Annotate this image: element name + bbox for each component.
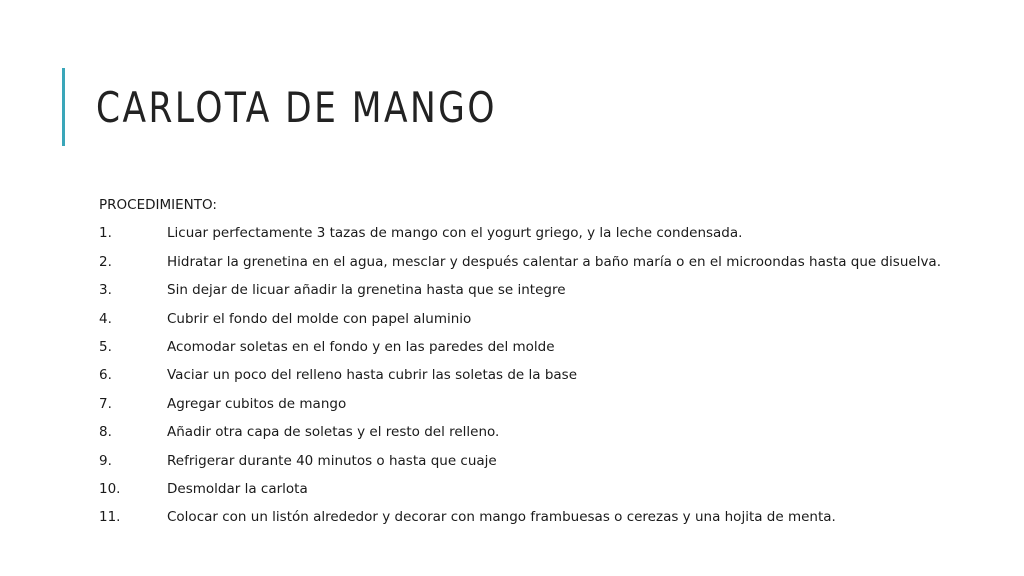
step-item [99,305,979,333]
step-item [99,333,979,361]
step-number: 5. [99,338,112,355]
step-item [99,475,979,503]
step-text: Colocar con un listón alrededor y decorar con mango frambuesas o cerezas y una hojita de menta. [167,509,836,526]
step-text: Hidratar la grenetina en el agua, mesclar y después calentar a baño maría o en el microondas hasta que disuelva. [167,253,941,270]
title-accent-bar [62,68,65,146]
step-number: 9. [99,452,112,469]
step-text: Refrigerar durante 40 minutos o hasta que cuaje [167,452,497,469]
step-text: Licuar perfectamente 3 tazas de mango con el yogurt griego, y la leche condensada. [167,225,743,242]
procedure-steps [99,219,979,531]
slide-title: CARLOTA DE MANGO [96,83,497,132]
step-number: 11. [99,509,121,526]
step-item [99,447,979,475]
step-item [99,503,979,531]
step-text: Cubrir el fondo del molde con papel aluminio [167,310,472,327]
slide-body [99,191,979,532]
step-text: Añadir otra capa de soletas y el resto del relleno. [167,424,500,441]
step-number: 4. [99,310,112,327]
step-text: Desmoldar la carlota [167,480,308,497]
step-number: 10. [99,480,121,497]
step-text: Vaciar un poco del relleno hasta cubrir las soletas de la base [167,367,578,384]
step-text: Sin dejar de licuar añadir la grenetina hasta que se integre [167,282,566,299]
step-item [99,219,979,247]
step-number: 8. [99,424,112,441]
step-item [99,248,979,276]
step-text: Agregar cubitos de mango [167,395,347,412]
step-number: 1. [99,225,112,242]
step-number: 6. [99,367,112,384]
step-item [99,390,979,418]
step-item [99,361,979,389]
step-item [99,276,979,304]
step-text: Acomodar soletas en el fondo y en las paredes del molde [167,338,555,355]
step-number: 3. [99,282,112,299]
step-item [99,418,979,446]
step-number: 7. [99,395,112,412]
procedure-heading: PROCEDIMIENTO: [99,197,217,213]
step-number: 2. [99,253,112,270]
